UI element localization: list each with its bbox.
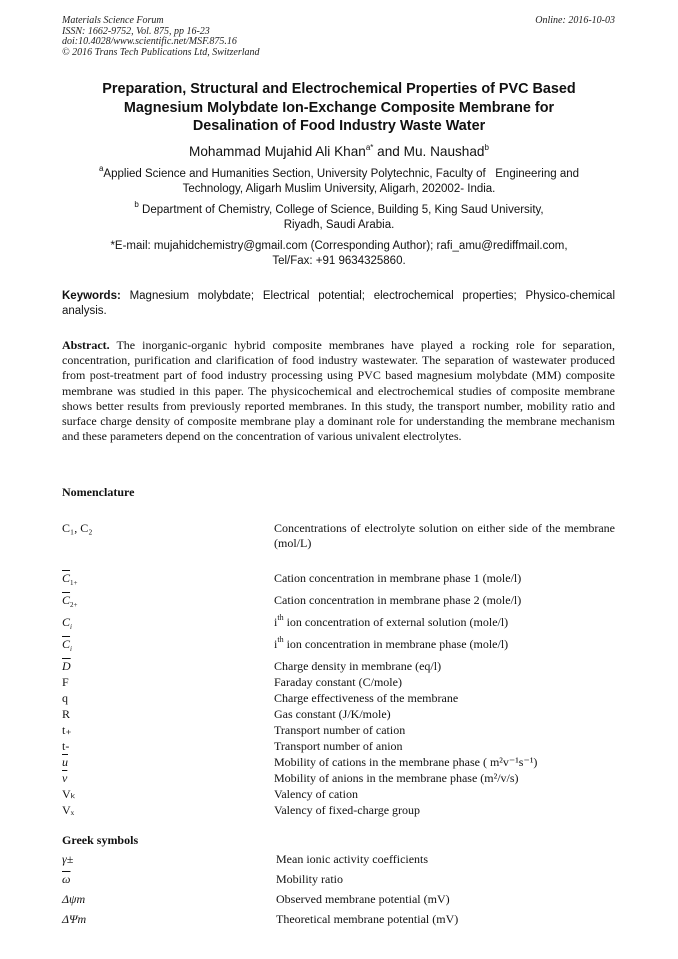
definition: Concentrations of electrolyte solution on either side of the membrane (mol/L) (274, 521, 615, 550)
symbol: F (62, 675, 69, 689)
author-1: Mohammad Mujahid Ali Khan (189, 144, 366, 159)
definition: Mean ionic activity coefficients (276, 852, 429, 866)
affiliation-a (62, 164, 616, 197)
symbol: γ± (62, 852, 74, 866)
abstract-label: Abstract. (62, 338, 110, 352)
symbol: t₊ (62, 723, 72, 737)
definition: Mobility of anions in the membrane phase (m²/v/s) (274, 771, 519, 785)
journal-name: Materials Science Forum (62, 15, 164, 26)
affil-a-mark: a (98, 164, 104, 173)
definition: Cation concentration in membrane phase 2 (mole/l) (274, 593, 522, 607)
author-2-mark: b (484, 143, 489, 152)
nomenclature-heading: Nomenclature (62, 485, 135, 499)
symbol: $\overline{\omega}$ (62, 872, 71, 886)
keywords-text: Magnesium molybdate; Electrical potential; electrochemical properties; Physico-chemical analysis. (62, 290, 615, 317)
symbol: t- (62, 739, 70, 753)
affil-a-line-1: Applied Science and Humanities Section, University Polytechnic, Faculty of Engineering and (103, 168, 580, 180)
symbol: C₁, C₂ (62, 521, 93, 535)
definition: Transport number of anion (274, 739, 403, 753)
paper-title (62, 80, 616, 136)
affil-b-line-1: Department of Chemistry, College of Science, Building 5, King Saud University, (138, 204, 544, 216)
symbol: $\overline{D}$ (62, 659, 71, 673)
author-line (62, 144, 616, 159)
definition: Charge effectiveness of the membrane (274, 691, 459, 705)
symbol: Vₓ (62, 803, 75, 817)
symbol: $\overline{C}_{1+}$ (62, 571, 78, 587)
definition: Transport number of cation (274, 723, 406, 737)
definition: Valency of fixed-charge group (274, 803, 421, 817)
symbol: Vₖ (62, 787, 76, 801)
keywords-label: Keywords: (62, 290, 121, 302)
doi-line: doi:10.4028/www.scientific.net/MSF.875.16 (62, 36, 237, 47)
copyright-line: © 2016 Trans Tech Publications Ltd, Switzerland (62, 46, 260, 58)
definition: Charge density in membrane (eq/l) (274, 659, 442, 673)
symbol: $\overline{v}$ (62, 771, 68, 785)
title-line-3: Desalination of Food Industry Waste Water (192, 118, 486, 134)
symbol: $\overline{C}_{2+}$ (62, 593, 78, 609)
definition: Valency of cation (274, 787, 358, 801)
symbol: $\overline{u}$ (62, 755, 68, 769)
definition: Observed membrane potential (mV) (276, 892, 450, 906)
affil-a-line-2: Technology, Aligarh Muslim University, Aligarh, 202002- India. (182, 183, 496, 195)
keywords (62, 289, 615, 318)
symbol: $C_i$ (62, 615, 72, 631)
affil-b-line-2: Riyadh, Saudi Arabia. (283, 219, 395, 231)
email-line: *E-mail: mujahidchemistry@gmail.com (Corresponding Author); rafi_amu@rediffmail.com, (110, 240, 568, 252)
symbol: $\overline{C}_i$ (62, 637, 72, 653)
author-1-mark: a* (365, 143, 374, 152)
author-joiner: and (373, 144, 404, 159)
affiliation-b (62, 200, 616, 233)
online-date: Online: 2016-10-03 (535, 15, 615, 26)
title-line-2: Magnesium Molybdate Ion-Exchange Composite Membrane for (123, 99, 555, 116)
definition: $i^{th}$ ion concentration in membrane phase (mole/l) (274, 635, 509, 651)
definition: Cation concentration in membrane phase 1 (mole/l) (274, 571, 522, 585)
symbol: q (62, 691, 68, 705)
title-line-1: Preparation, Structural and Electrochemical Properties of PVC Based (102, 81, 576, 97)
definition: Theoretical membrane potential (mV) (276, 912, 459, 926)
definition: Mobility of cations in the membrane phase ( m²v⁻¹s⁻¹) (274, 755, 538, 769)
definition: Faraday constant (C/mole) (274, 675, 402, 689)
definition: $i^{th}$ ion concentration of external solution (mole/l) (274, 613, 509, 629)
abstract (62, 338, 615, 444)
symbol: ΔΨm (62, 912, 87, 926)
definition: Gas constant (J/K/mole) (274, 707, 391, 721)
author-2: Mu. Naushad (403, 144, 485, 159)
symbol: Δψm (62, 892, 86, 906)
contact-info (62, 239, 616, 269)
definition: Mobility ratio (276, 872, 343, 886)
phone-line: Tel/Fax: +91 9634325860. (272, 255, 406, 267)
issn-line: ISSN: 1662-9752, Vol. 875, pp 16-23 (62, 25, 210, 37)
affil-b-mark: b (134, 200, 139, 209)
abstract-text: The inorganic-organic hybrid composite membranes have played a rocking role for separation, concentration, purification and clarification of food industry wastewater. The separation of wastewater produced from post-treatment part of food industry processing using PVC based magnesium molybdate (MM) composite membrane was studied in this paper. The physicochemical and electrochemical studies of composite membrane shows better results from previously reported membranes. In this study, the transport number, mobility ratio and surface charge density of composite membrane play a dominant role for understanding the membrane mechanism and these parameters depend on the concentration of various univalent electrolytes. (62, 338, 615, 444)
symbol: R (62, 707, 71, 721)
journal-header (62, 16, 260, 58)
greek-symbols-heading: Greek symbols (62, 833, 139, 847)
